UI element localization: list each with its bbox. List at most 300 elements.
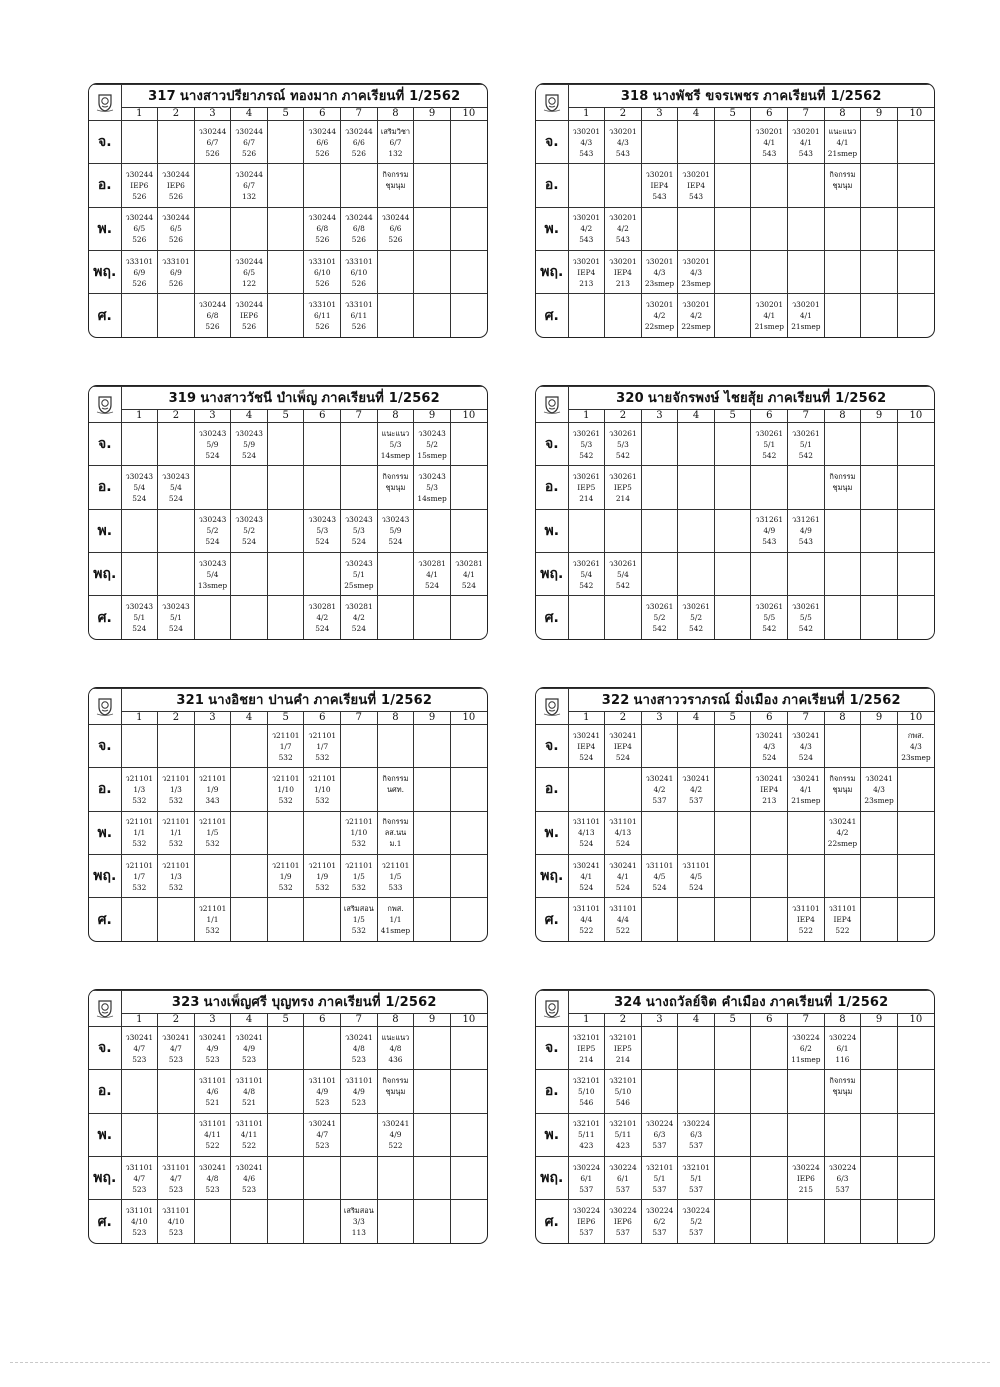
subject-code: กิจกรรม [829, 169, 856, 179]
subject-code: ว33101 [125, 256, 154, 266]
empty-slot [414, 1200, 451, 1243]
period-number: 8 [377, 1013, 414, 1026]
school-emblem-icon [96, 395, 114, 414]
class-slot [678, 854, 715, 897]
subject-code: ว30243 [235, 428, 263, 438]
class-slot [678, 768, 715, 811]
subject-code: ว30261 [792, 428, 820, 438]
room-code: 524 [132, 493, 147, 503]
class-group: 6/11 [350, 311, 368, 321]
room-code: 523 [351, 1097, 366, 1107]
class-group: 4/1 [799, 784, 812, 794]
class-group: 4/1 [836, 137, 849, 147]
class-group: 4/2 [616, 224, 629, 234]
class-group: 5/9 [389, 526, 402, 536]
class-group: 1/9 [279, 871, 292, 881]
class-group: IEP6 [613, 1217, 632, 1227]
subject-code: ว32101 [609, 1119, 637, 1129]
class-slot [568, 725, 605, 768]
class-slot [678, 596, 715, 639]
class-slot [341, 250, 378, 293]
room-code: 523 [351, 1054, 366, 1064]
class-group: 4/3 [690, 267, 703, 277]
empty-slot [267, 1113, 304, 1156]
subject-code: ว30281 [455, 558, 483, 568]
day-label: อ. [536, 1070, 568, 1113]
term-label: ภาคเรียนที่ 1/2562 [321, 391, 440, 407]
class-slot [605, 898, 642, 941]
teacher-name: นายจักรพงษ์ ไชยสุ้ย [647, 391, 764, 407]
room-code: 526 [205, 322, 220, 332]
day-label: ศ. [89, 596, 121, 639]
period-number: 8 [824, 711, 861, 724]
class-slot [605, 1200, 642, 1243]
class-slot [897, 725, 934, 768]
empty-slot [267, 294, 304, 337]
empty-slot [824, 1113, 861, 1156]
class-slot [568, 1156, 605, 1199]
class-group: 4/1 [763, 137, 776, 147]
empty-slot [568, 509, 605, 552]
empty-slot [897, 552, 934, 595]
subject-code: ว21101 [345, 817, 373, 827]
school-emblem-icon [543, 93, 561, 112]
timetable-card-317 [88, 83, 488, 338]
empty-slot [267, 552, 304, 595]
class-group: 5/3 [352, 526, 365, 536]
class-group: 4/4 [580, 915, 593, 925]
empty-slot [450, 509, 487, 552]
class-group: 4/3 [653, 267, 666, 277]
subject-code: ว30201 [755, 300, 784, 310]
day-label: จ. [536, 725, 568, 768]
empty-slot [568, 768, 605, 811]
school-emblem-icon [543, 395, 561, 414]
subject-code: ว30261 [572, 428, 601, 438]
class-slot [751, 596, 788, 639]
subject-code: ว31101 [645, 860, 674, 870]
class-group: 5/1 [133, 613, 146, 623]
empty-slot [897, 811, 934, 854]
class-slot [121, 854, 158, 897]
class-group: 4/13 [614, 828, 632, 838]
subject-code: ว21101 [308, 773, 337, 783]
empty-slot [897, 768, 934, 811]
empty-slot [158, 509, 195, 552]
class-group: ชุมนุม [832, 1086, 853, 1096]
timetable-card-324 [535, 989, 935, 1244]
subject-code: กิจกรรม [382, 773, 409, 783]
period-number: 8 [377, 711, 414, 724]
class-slot [788, 423, 825, 466]
class-slot [641, 294, 678, 337]
room-code: 526 [351, 278, 366, 288]
class-group: 4/1 [462, 569, 475, 579]
school-emblem-icon [543, 999, 561, 1018]
room-code: 526 [168, 191, 183, 201]
class-slot [377, 164, 414, 207]
timetable-grid [536, 84, 934, 337]
empty-slot [751, 207, 788, 250]
subject-code: ว33101 [162, 256, 190, 266]
subject-code: ว30244 [381, 213, 410, 223]
class-group: IEP4 [760, 784, 779, 794]
subject-code: ว30241 [381, 1119, 410, 1129]
class-group: 1/5 [352, 915, 365, 925]
class-slot [568, 811, 605, 854]
class-group: 4/3 [616, 137, 629, 147]
class-group: 5/2 [690, 613, 703, 623]
empty-slot [678, 552, 715, 595]
class-group: 4/1 [426, 569, 438, 579]
empty-slot [304, 811, 341, 854]
class-group: 5/9 [206, 439, 219, 449]
period-number: 10 [450, 711, 487, 724]
subject-code: ว30244 [198, 126, 227, 136]
class-group: IEP6 [240, 311, 259, 321]
empty-slot [788, 164, 825, 207]
room-code: 526 [205, 148, 220, 158]
class-group: 4/1 [799, 137, 812, 147]
class-slot [341, 1200, 378, 1243]
period-number: 5 [267, 107, 304, 120]
empty-slot [714, 596, 751, 639]
card-title [121, 689, 487, 712]
room-code: 526 [315, 235, 330, 245]
subject-code: ว31101 [345, 1075, 373, 1085]
class-group: 5/9 [243, 439, 256, 449]
empty-slot [824, 725, 861, 768]
subject-code: ว30241 [198, 1032, 227, 1042]
day-row [89, 596, 487, 639]
period-number: 1 [568, 409, 605, 422]
subject-code: ว21101 [125, 860, 154, 870]
room-code: 524 [615, 752, 630, 762]
subject-code: ว30244 [198, 300, 227, 310]
day-row [89, 294, 487, 337]
empty-slot [861, 164, 898, 207]
empty-slot [304, 466, 341, 509]
class-slot [678, 250, 715, 293]
day-row [536, 725, 934, 768]
room-code: 537 [579, 1228, 594, 1238]
subject-code: ว21101 [308, 860, 337, 870]
empty-slot [605, 509, 642, 552]
period-header-row [536, 1013, 934, 1026]
class-group: 4/6 [206, 1086, 219, 1096]
class-slot [641, 250, 678, 293]
subject-code: ว30243 [418, 428, 446, 438]
subject-code: ว31101 [125, 1162, 154, 1172]
class-group: 6/5 [169, 224, 182, 234]
class-group: 5/2 [243, 526, 256, 536]
period-number: 6 [751, 711, 788, 724]
empty-slot [714, 1113, 751, 1156]
empty-slot [897, 1113, 934, 1156]
room-code: 542 [615, 450, 630, 460]
empty-slot [450, 1070, 487, 1113]
room-code [378, 493, 414, 504]
subject-code: ว30241 [828, 817, 857, 827]
room-code: 522 [835, 926, 850, 936]
class-slot [788, 596, 825, 639]
class-group: 4/7 [133, 1173, 146, 1183]
class-slot [568, 466, 605, 509]
period-number: 4 [678, 107, 715, 120]
subject-code: ว30241 [755, 773, 784, 783]
empty-slot [861, 811, 898, 854]
empty-slot [678, 509, 715, 552]
subject-code: ว30243 [345, 515, 373, 525]
empty-slot [788, 1200, 825, 1243]
class-group: 4/3 [763, 741, 776, 751]
subject-code: ว30244 [308, 126, 337, 136]
subject-code: ว30241 [572, 860, 601, 870]
empty-slot [641, 423, 678, 466]
empty-slot [414, 1027, 451, 1070]
room-code: 537 [615, 1184, 630, 1194]
subject-code: ว31101 [572, 904, 601, 914]
room-code [378, 191, 414, 202]
empty-slot [751, 811, 788, 854]
subject-code: ว30201 [682, 169, 710, 179]
empty-slot [194, 725, 231, 768]
class-slot [158, 164, 195, 207]
empty-slot [121, 725, 158, 768]
room-code: 524 [168, 624, 183, 634]
period-number: 5 [714, 409, 751, 422]
empty-slot [678, 207, 715, 250]
class-group: 4/2 [690, 784, 703, 794]
day-row [536, 552, 934, 595]
timetable-grid [89, 990, 487, 1243]
teacher-name: นางพัชรี ขจรเพชร [652, 89, 760, 105]
class-slot [121, 811, 158, 854]
empty-slot [861, 1113, 898, 1156]
subject-code: ว30244 [345, 213, 373, 223]
empty-slot [450, 725, 487, 768]
term-label: ภาคเรียนที่ 1/2562 [763, 89, 882, 105]
subject-code: ว32101 [682, 1162, 710, 1172]
class-group: 6/7 [243, 180, 256, 190]
subject-code: ว30243 [162, 471, 190, 481]
day-row [536, 164, 934, 207]
room-code: 524 [579, 882, 594, 892]
class-group: 4/8 [206, 1173, 219, 1183]
class-slot [824, 164, 861, 207]
class-slot [304, 207, 341, 250]
day-row [89, 1070, 487, 1113]
empty-slot [231, 898, 268, 941]
subject-code: ว30224 [682, 1206, 710, 1216]
class-slot [377, 423, 414, 466]
room-code [825, 795, 861, 806]
period-number: 10 [450, 107, 487, 120]
class-slot [605, 423, 642, 466]
empty-slot [824, 552, 861, 595]
class-slot [605, 250, 642, 293]
empty-slot [678, 121, 715, 164]
day-row [536, 596, 934, 639]
day-label: พ. [536, 207, 568, 250]
timetable-grid [89, 386, 487, 639]
empty-slot [714, 854, 751, 897]
subject-code: เสริมสอน [343, 904, 374, 914]
empty-slot [194, 1200, 231, 1243]
timetable-grid [536, 688, 934, 941]
subject-code: ว30241 [308, 1119, 337, 1129]
period-header-row [89, 1013, 487, 1026]
empty-slot [824, 596, 861, 639]
class-slot [824, 1027, 861, 1070]
class-group: 4/10 [130, 1217, 148, 1227]
subject-code: ว31101 [235, 1119, 263, 1129]
school-emblem-icon [543, 697, 561, 716]
class-group: 1/1 [169, 828, 182, 838]
class-group: 1/3 [169, 871, 182, 881]
room-code: 523 [205, 1184, 220, 1194]
empty-slot [267, 164, 304, 207]
subject-code: แนะแนว [828, 126, 857, 136]
empty-slot [714, 207, 751, 250]
empty-slot [158, 552, 195, 595]
class-slot [568, 121, 605, 164]
empty-slot [714, 164, 751, 207]
day-row [89, 854, 487, 897]
empty-slot [377, 725, 414, 768]
class-slot [377, 1070, 414, 1113]
class-group: 1/1 [389, 915, 402, 925]
period-number: 5 [714, 711, 751, 724]
subject-code: กพส. [387, 904, 404, 914]
day-row [89, 811, 487, 854]
room-code: 532 [315, 795, 330, 805]
term-label: ภาคเรียนที่ 1/2562 [341, 89, 461, 105]
empty-slot [897, 121, 934, 164]
empty-slot [861, 1200, 898, 1243]
day-label: พ. [89, 1113, 121, 1156]
room-code: 537 [652, 1141, 667, 1151]
empty-slot [450, 854, 487, 897]
subject-code: ว30244 [235, 126, 263, 136]
class-group: 4/5 [690, 871, 703, 881]
empty-slot [377, 1156, 414, 1199]
subject-code: ว30201 [572, 213, 601, 223]
subject-code: กิจกรรม [829, 1075, 856, 1085]
empty-slot [450, 811, 487, 854]
class-group: 4/7 [316, 1130, 329, 1140]
class-slot [678, 1156, 715, 1199]
day-label: ศ. [536, 294, 568, 337]
room-number: 319 [168, 391, 197, 407]
class-group: 4/2 [653, 784, 666, 794]
empty-slot [450, 207, 487, 250]
empty-slot [861, 1070, 898, 1113]
subject-code: ว30243 [418, 471, 446, 481]
room-code: 532 [168, 882, 183, 892]
class-group: 4/11 [204, 1130, 221, 1140]
subject-code: ว31101 [125, 1206, 154, 1216]
subject-code: ว30224 [792, 1032, 820, 1042]
day-row [89, 121, 487, 164]
empty-slot [194, 164, 231, 207]
class-slot [788, 509, 825, 552]
class-slot [568, 1070, 605, 1113]
period-number: 5 [267, 409, 304, 422]
class-group: IEP4 [833, 915, 852, 925]
school-emblem-icon [96, 697, 114, 716]
subject-code: ว21101 [308, 730, 337, 740]
class-slot [231, 1027, 268, 1070]
empty-slot [414, 854, 451, 897]
class-group: IEP6 [130, 180, 149, 190]
subject-code: ว30244 [235, 300, 263, 310]
class-slot [605, 466, 642, 509]
class-slot [341, 121, 378, 164]
school-logo [89, 387, 121, 423]
class-slot [304, 596, 341, 639]
empty-slot [414, 1113, 451, 1156]
class-group: 6/2 [799, 1043, 812, 1053]
room-code: 521 [242, 1097, 257, 1107]
class-group: 6/8 [206, 311, 219, 321]
class-slot [231, 164, 268, 207]
class-group: 5/4 [616, 569, 629, 579]
class-slot [377, 207, 414, 250]
empty-slot [267, 509, 304, 552]
day-row [536, 898, 934, 941]
term-label: ภาคเรียนที่ 1/2562 [769, 995, 889, 1011]
subject-code: ว30224 [645, 1119, 674, 1129]
empty-slot [714, 552, 751, 595]
empty-slot [641, 1070, 678, 1113]
class-slot [377, 1113, 414, 1156]
day-label: พฤ. [89, 854, 121, 897]
class-group: 6/5 [133, 224, 146, 234]
timetable-card-321 [88, 687, 488, 942]
class-group: 5/1 [169, 613, 182, 623]
day-label: อ. [89, 164, 121, 207]
room-code: 21smep [791, 795, 821, 805]
empty-slot [267, 250, 304, 293]
class-group: 4/9 [206, 1043, 219, 1053]
subject-code: ว31101 [162, 1206, 190, 1216]
class-group: IEP6 [796, 1173, 815, 1183]
class-slot [568, 423, 605, 466]
period-number: 6 [751, 1013, 788, 1026]
room-code: 532 [205, 926, 220, 936]
period-number: 1 [568, 1013, 605, 1026]
class-group: 4/10 [167, 1217, 185, 1227]
class-group: ชุมนุม [832, 482, 853, 492]
subject-code: ว30243 [308, 515, 337, 525]
empty-slot [897, 1200, 934, 1243]
room-code: 537 [689, 1141, 704, 1151]
room-code: 524 [132, 624, 147, 634]
empty-slot [641, 466, 678, 509]
empty-slot [414, 596, 451, 639]
class-slot [605, 121, 642, 164]
class-slot [158, 207, 195, 250]
class-slot [568, 1200, 605, 1243]
class-group: 1/1 [133, 828, 146, 838]
subject-code: ว31101 [792, 904, 820, 914]
empty-slot [605, 294, 642, 337]
class-group: 1/10 [313, 784, 331, 794]
empty-slot [121, 294, 158, 337]
class-slot [194, 121, 231, 164]
subject-code: ว30241 [572, 730, 601, 740]
